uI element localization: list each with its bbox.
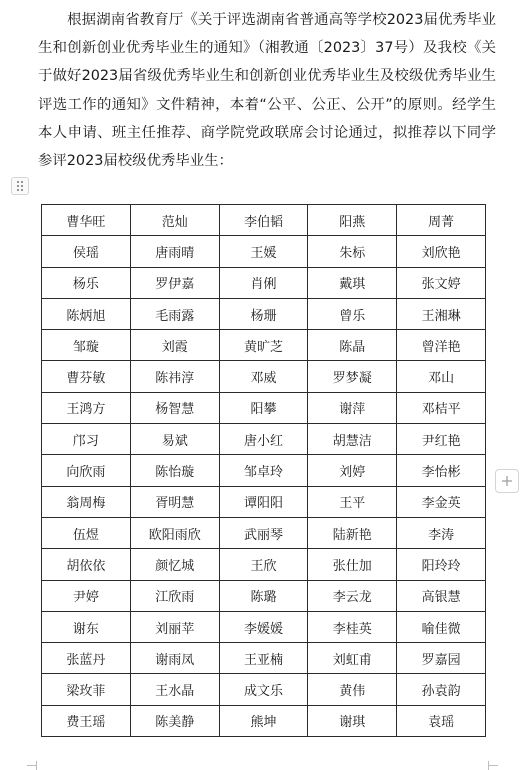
table-cell: 范灿 [130,205,219,236]
table-cell: 梁玫菲 [42,674,131,705]
table-cell: 张文婷 [397,267,486,298]
table-cell: 颜忆城 [130,549,219,580]
table-cell: 李怡彬 [397,455,486,486]
table-cell: 王鸿方 [42,392,131,423]
table-cell: 武丽琴 [219,517,308,548]
table-cell: 邹璇 [42,330,131,361]
table-cell: 黄旷芝 [219,330,308,361]
table-cell: 杨智慧 [130,392,219,423]
table-row [42,205,486,236]
table-cell: 尹婷 [42,580,131,611]
table-cell: 王欣 [219,549,308,580]
table-cell: 向欣雨 [42,455,131,486]
table-cell: 王湘琳 [397,298,486,329]
crop-mark-left-h [27,765,36,766]
table-cell: 侯瑶 [42,236,131,267]
candidate-table-body [42,205,486,737]
table-row [42,392,486,423]
table-cell: 李金英 [397,486,486,517]
table-cell: 陈晶 [308,330,397,361]
table-cell: 曾洋艳 [397,330,486,361]
table-cell: 戴琪 [308,267,397,298]
table-cell: 陈炳旭 [42,298,131,329]
table-cell: 尹红艳 [397,424,486,455]
table-cell: 曹华旺 [42,205,131,236]
table-cell: 李涛 [397,517,486,548]
table-cell: 邓威 [219,361,308,392]
table-cell: 喻佳微 [397,611,486,642]
table-row [42,611,486,642]
table-row [42,705,486,736]
table-row [42,361,486,392]
table-cell: 李媛媛 [219,611,308,642]
table-cell: 李伯韬 [219,205,308,236]
table-cell: 谢琪 [308,705,397,736]
table-cell: 熊坤 [219,705,308,736]
table-cell: 李云龙 [308,580,397,611]
table-cell: 王水晶 [130,674,219,705]
table-cell: 陈美静 [130,705,219,736]
table-cell: 邓桔平 [397,392,486,423]
table-row [42,517,486,548]
table-cell: 王媛 [219,236,308,267]
table-cell: 阳玲玲 [397,549,486,580]
table-cell: 刘霞 [130,330,219,361]
table-row [42,674,486,705]
table-cell: 邹卓玲 [219,455,308,486]
table-cell: 陆新艳 [308,517,397,548]
table-cell: 阳燕 [308,205,397,236]
table-cell: 孙袁韵 [397,674,486,705]
table-cell: 罗梦凝 [308,361,397,392]
table-cell: 刘丽苹 [130,611,219,642]
table-cell: 袁瑶 [397,705,486,736]
table-cell: 邓山 [397,361,486,392]
table-cell: 邝习 [42,424,131,455]
table-cell: 阳攀 [219,392,308,423]
table-cell: 陈怡璇 [130,455,219,486]
table-cell: 朱标 [308,236,397,267]
body-paragraph [38,6,496,175]
table-cell: 黄伟 [308,674,397,705]
table-cell: 谢雨凤 [130,643,219,674]
table-cell: 陈祎淳 [130,361,219,392]
table-cell: 杨乐 [42,267,131,298]
table-cell: 唐雨晴 [130,236,219,267]
table-row [42,298,486,329]
table-row [42,455,486,486]
plus-icon[interactable] [495,469,519,493]
table-cell: 王平 [308,486,397,517]
table-cell: 曹芬敏 [42,361,131,392]
table-cell: 欧阳雨欣 [130,517,219,548]
table-cell: 谢萍 [308,392,397,423]
table-cell: 江欣雨 [130,580,219,611]
table-cell: 谢东 [42,611,131,642]
paragraph-text: 根据湖南省教育厅《关于评选湖南省普通高等学校2023届优秀毕业生和创新创业优秀毕业生的通知》（湘教通〔2023〕37号）及我校《关于做好2023届省级优秀毕业生和创新创业优秀毕业生及校级优秀毕业生评选工作的通知》文件精神，本着“公平、公正、公开”的原则。经学生本人申请、班主任推荐、商学院党政联席会讨论通过，拟推荐以下同学参评2023届校级优秀毕业生： [38,12,496,170]
table-cell: 胡慧洁 [308,424,397,455]
table-cell: 李桂英 [308,611,397,642]
table-cell: 高银慧 [397,580,486,611]
table-cell: 刘婷 [308,455,397,486]
table-row [42,424,486,455]
table-cell: 刘欣艳 [397,236,486,267]
table-cell: 罗嘉园 [397,643,486,674]
table-cell: 胥明慧 [130,486,219,517]
table-cell: 成文乐 [219,674,308,705]
drag-handle-icon[interactable] [11,177,29,195]
table-cell: 刘虹甫 [308,643,397,674]
table-cell: 谭阳阳 [219,486,308,517]
table-cell: 毛雨露 [130,298,219,329]
table-cell: 易斌 [130,424,219,455]
table-row [42,267,486,298]
table-cell: 罗伊嘉 [130,267,219,298]
table-cell: 费王瑶 [42,705,131,736]
table-row [42,549,486,580]
crop-mark-left [36,761,37,770]
table-row [42,486,486,517]
table-row [42,580,486,611]
table-cell: 周菁 [397,205,486,236]
table-cell: 胡依依 [42,549,131,580]
crop-mark-right-h [489,765,498,766]
table-cell: 唐小红 [219,424,308,455]
table-cell: 陈璐 [219,580,308,611]
table-cell: 张仕加 [308,549,397,580]
table-cell: 伍煜 [42,517,131,548]
table-cell: 肖俐 [219,267,308,298]
table-row [42,643,486,674]
table-cell: 翁周梅 [42,486,131,517]
table-cell: 杨珊 [219,298,308,329]
table-cell: 曾乐 [308,298,397,329]
table-cell: 张蓝丹 [42,643,131,674]
table-row [42,330,486,361]
table-row [42,236,486,267]
table-cell: 王亚楠 [219,643,308,674]
candidate-table [41,204,486,737]
